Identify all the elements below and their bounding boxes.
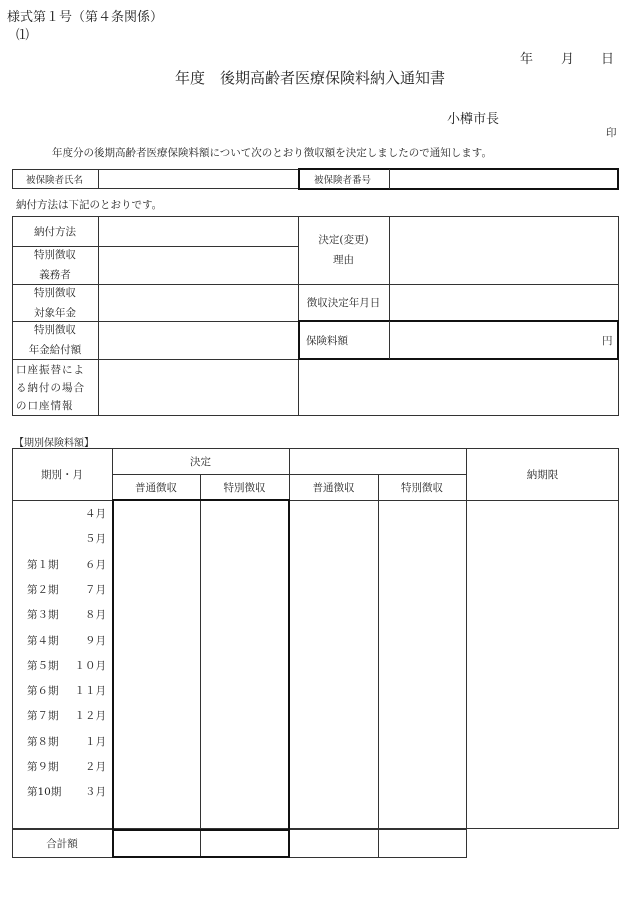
date-month: 月 (561, 52, 575, 67)
reason-label-line1: 決定(変更) (318, 234, 369, 246)
period-term: 第６期 (27, 685, 59, 698)
period-month: １０月 (74, 659, 106, 672)
pension-label-line1: 特別徴収 (34, 286, 76, 299)
period-row (0, 759, 112, 777)
benefit-amount-line2: 年金給付額 (28, 344, 82, 356)
pension-label (12, 284, 98, 321)
period-month: １２月 (74, 710, 106, 723)
issuer: 小樽市長 (447, 112, 500, 127)
period-month: ５月 (85, 533, 106, 546)
period-row (0, 557, 112, 575)
reason-label-line2: 理由 (333, 254, 354, 266)
premium-unit: 円 (602, 335, 613, 347)
col-special-header: 特別徴収 (223, 481, 266, 494)
sub-id: ⑴ (16, 28, 30, 43)
document-title: 年度 後期高齢者医療保険料納入通知書 (175, 69, 446, 87)
benefit-amount-line1: 特別徴収 (34, 324, 76, 336)
seal-mark: 印 (606, 127, 617, 139)
period-row (0, 784, 112, 802)
account-label-line1: 口座振替によ (16, 363, 85, 376)
period-row (0, 708, 112, 726)
period-month: ８月 (85, 609, 106, 622)
period-month: ７月 (85, 583, 106, 596)
period-month: ３月 (85, 786, 106, 799)
reason-label (298, 216, 389, 284)
pension-label-line2: 対象年金 (34, 306, 76, 319)
col-special2-header: 特別徴収 (401, 481, 443, 494)
period-term: 第７期 (27, 710, 59, 723)
period-row (0, 633, 112, 651)
period-row (0, 683, 112, 701)
date-year: 年 (520, 52, 534, 67)
col-due-header: 納期限 (526, 468, 559, 481)
account-label-line3: の口座情報 (16, 399, 74, 412)
premium-amount-label: 保険料額 (306, 334, 348, 347)
method-label: 納付方法 (34, 225, 76, 238)
account-info-label (16, 359, 98, 416)
period-term: 第４期 (27, 634, 59, 647)
date-day: 日 (601, 52, 615, 67)
col-decision-header: 決定 (190, 455, 211, 468)
total-label: 合計額 (46, 838, 78, 850)
period-month: ９月 (85, 634, 106, 647)
period-row (0, 734, 112, 752)
decision-date-label: 徴収決定年月日 (306, 297, 381, 309)
period-month: ４月 (85, 508, 106, 520)
form-id: 様式第１号（第４条関係） (7, 10, 164, 25)
col-period-header: 期別・月 (41, 468, 83, 481)
obligor-label-line1: 特別徴収 (34, 249, 76, 261)
insured-name-label: 被保険者氏名 (26, 175, 84, 186)
period-month: １月 (85, 735, 106, 748)
period-row (0, 582, 112, 600)
period-term: 第１期 (27, 558, 59, 571)
benefit-amount-label (12, 321, 98, 359)
period-term: 第３期 (27, 609, 59, 622)
period-term: 第10期 (27, 786, 62, 799)
period-row (0, 658, 112, 676)
period-row (0, 531, 112, 549)
period-month: ６月 (85, 558, 106, 571)
insured-number-label: 被保険者番号 (314, 175, 372, 186)
col-normal2-header: 普通徴収 (312, 481, 355, 494)
payment-note: 納付方法は下記のとおりです。 (16, 199, 163, 211)
period-month: ２月 (85, 761, 106, 773)
period-term: 第２期 (27, 583, 59, 596)
period-row (0, 506, 112, 524)
period-month: １１月 (74, 685, 106, 698)
period-term: 第５期 (27, 659, 59, 672)
period-row (0, 607, 112, 625)
col-normal-header: 普通徴収 (135, 481, 177, 494)
obligor-label-line2: 義務者 (39, 269, 71, 281)
period-section-title: 【期別保険料額】 (14, 438, 94, 449)
intro-text: 年度分の後期高齢者医療保険料額について次のとおり徴収額を決定しましたので通知します。 (52, 147, 492, 159)
period-term: 第８期 (27, 735, 59, 748)
obligor-label (12, 246, 98, 284)
account-label-line2: る納付の場合 (16, 381, 85, 394)
period-term: 第９期 (27, 761, 59, 773)
